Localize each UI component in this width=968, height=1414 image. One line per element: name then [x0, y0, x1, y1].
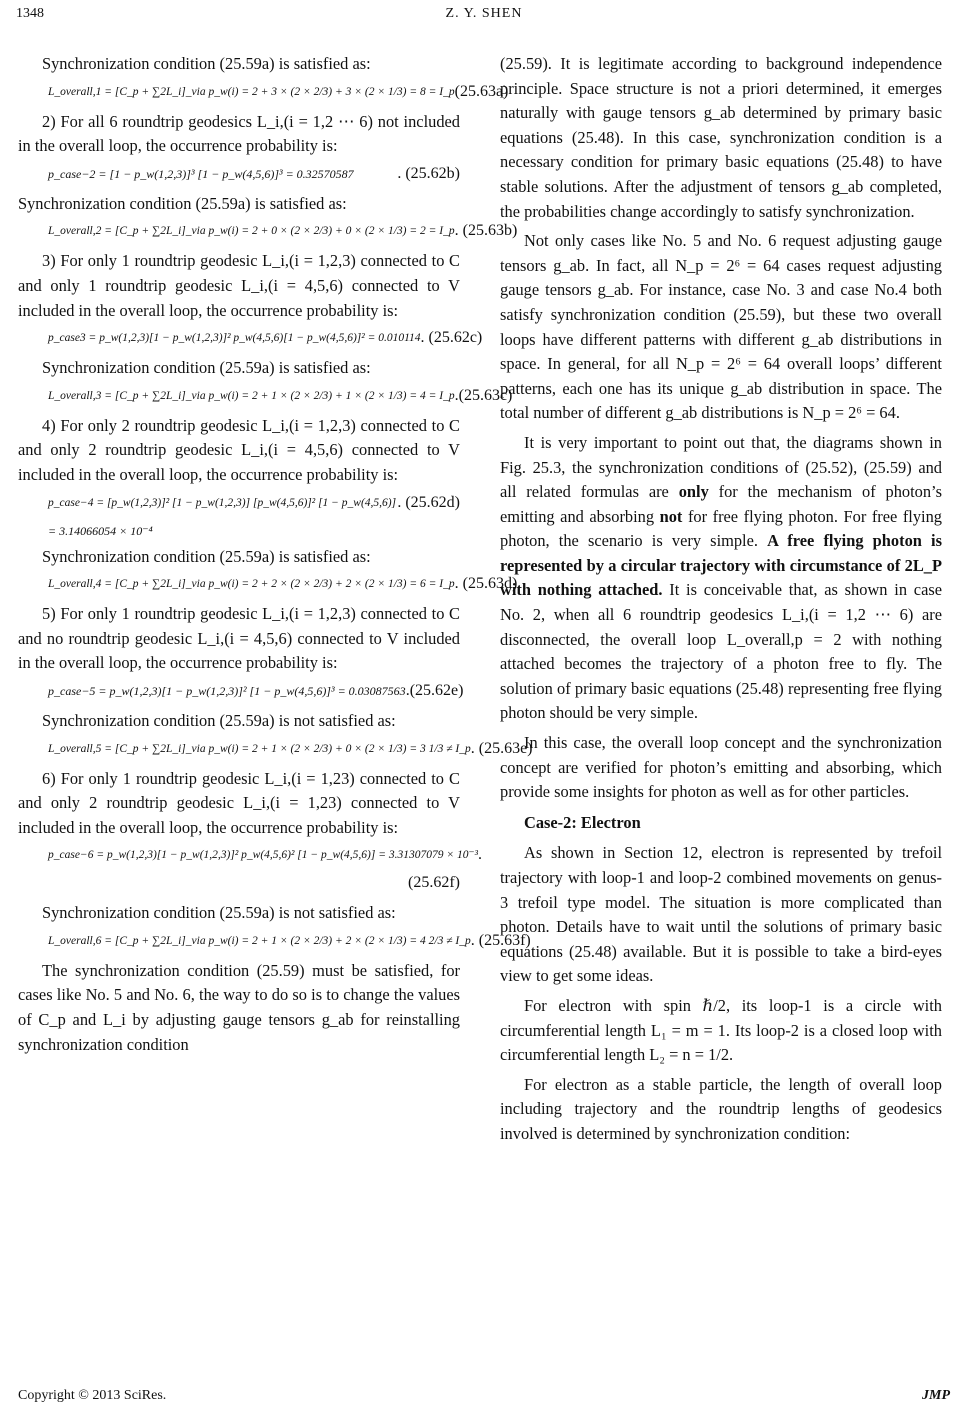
page-footer [18, 1388, 950, 1404]
paragraph: Synchronization condition (25.59a) is satisfied as: [42, 358, 371, 378]
paragraph: Synchronization condition (25.59a) is satisfied as: [42, 546, 371, 566]
paragraph: 2) For all 6 roundtrip geodesics L_i,(i = 1,2 ⋯ 6) not included in the overall loop, the occurrence probability is: [18, 111, 460, 156]
paragraph: For electron as a stable particle, the length of overall loop including trajectory and the roundtrip lengths of geodesics involved is determined by synchronization condition: [500, 1074, 942, 1143]
equation-number: . (25.63d) [454, 575, 518, 593]
paragraph [500, 431, 942, 726]
equation-25-63d [18, 574, 518, 594]
paragraph: 4) For only 2 roundtrip geodesic L_i,(i = 1,2,3) connected to C and only 2 roundtrip geodesic L_i,(i = 4,5,6) connected to V included in the overall loop, the occurrence probability is: [18, 415, 460, 484]
text-run: for the mechanism of photon’s emitting and absorbing [500, 482, 942, 526]
equation-expression: L_overall,4 = [C_p + ∑2L_i]_via p_w(i) = 2 + 2 × (2 × 2/3) + 2 × (2 × 1/3) = 6 = I_p [48, 578, 455, 591]
paragraph: As shown in Section 12, electron is represented by trefoil trajectory with loop-1 and loop-2 combined movements on genus-3 trefoil type model. The situation is more complicated than photon. Details have to wait until the solutions of primary basic equations (25.48) available. But it is possible to take a bird-eyes view to get some ideas. [500, 843, 942, 986]
paragraph: Synchronization condition (25.59a) is not satisfied as: [42, 710, 396, 730]
equation-25-63a [18, 82, 509, 102]
equation-expression: L_overall,1 = [C_p + ∑2L_i]_via p_w(i) = 2 + 3 × (2 × 2/3) + 3 × (2 × 1/3) = 8 = I_p [48, 85, 455, 98]
page-number: 1348 [16, 6, 44, 21]
paragraph: 5) For only 1 roundtrip geodesic L_i,(i = 1,2,3) connected to C and no roundtrip geodesic L_i,(i = 4,5,6) connected to V included in the overall loop, the occurrence probability is: [18, 604, 460, 673]
equation-25-62b [18, 164, 460, 184]
bold-text: not [659, 506, 683, 526]
paragraph: (25.59). It is legitimate according to background independence principle. Space structure is not a priori determined, it emerges naturally with gauge tensors g_ab determined by primary basic equations (25.48). In this case, synchronization condition is a necessary condition for primary basic equations (25.48) to have stable solutions. After the adjustment of tensors g_ab completed, the probabilities change accordingly to satisfy synchronization. [500, 54, 942, 221]
equation-expression: L_overall,6 = [C_p + ∑2L_i]_via p_w(i) = 2 + 1 × (2 × 2/3) + 2 × (2 × 1/3) = 4 2/3 ≠ I_p [48, 934, 471, 947]
paragraph: For electron with spin ℏ/2, its loop-1 is a circle with circumferential length L₁ = m = 1. Its loop-2 is a closed loop with circumferential length L₂ = n = 1/2. [500, 995, 942, 1065]
equation-number: . (25.62c) [420, 329, 483, 347]
equation-25-62f-number [18, 873, 460, 893]
paragraph: In this case, the overall loop concept and the synchronization concept are verified for photon’s emitting and absorbing, which provide some insights for photon as well as for other particles. [500, 733, 942, 802]
equation-25-62d [18, 493, 460, 513]
equation-number: . (25.63f) [470, 931, 531, 949]
equation-expression: p_case3 = p_w(1,2,3)[1 − p_w(1,2,3)]² p_w(4,5,6)[1 − p_w(4,5,6)]² = 0.010114 [48, 332, 421, 345]
equation-25-62d-value [18, 521, 460, 541]
equation-expression: L_overall,5 = [C_p + ∑2L_i]_via p_w(i) = 2 + 1 × (2 × 2/3) + 0 × (2 × 1/3) = 3 1/3 ≠ I_p [48, 742, 471, 755]
equation-number: .(25.63c) [454, 386, 513, 404]
section-heading: Case-2: Electron [524, 812, 641, 832]
equation-expression: L_overall,2 = [C_p + ∑2L_i]_via p_w(i) = 2 + 0 × (2 × 2/3) + 0 × (2 × 1/3) = 2 = I_p [48, 225, 455, 238]
text-run: for free flying photon. For free flying photon, the scenario is very simple. [500, 506, 943, 551]
equation-25-63b [18, 221, 518, 241]
equation-expression: p_case−4 = [p_w(1,2,3)]² [1 − p_w(1,2,3)] [p_w(4,5,6)]² [1 − p_w(4,5,6)] [48, 496, 397, 509]
equation-period: . [478, 846, 483, 864]
equation-number: . (25.62b) [397, 164, 460, 182]
text-run: It is conceivable that, as shown in case No. 2, when all 6 roundtrip geodesics L_i,(i = 1,2 ⋯ 6) are disconnected, the overall loop L_overall,p = 2 with nothing attached becomes the trajectory of a photon free to fly. The solution of primary basic equations (25.48) representing free flying photon should be very simple. [500, 580, 942, 723]
equation-number: . (25.63b) [454, 222, 518, 240]
equation-number: . (25.62d) [397, 493, 460, 511]
bold-text: A free flying photon is represented by a circular trajectory with circumstance of 2L_P with nothing attached. [500, 531, 942, 600]
paragraph: Not only cases like No. 5 and No. 6 request adjusting gauge tensors g_ab. In fact, all N_p = 2⁶ = 64 cases request adjusting gauge tensors g_ab. For instance, case No. 3 and case No.4 both satisfy synchronization condition (25.59), but these two overall loops have different patterns with different g_ab distributions in space. In general, for all N_p = 2⁶ = 64 overall loops’ different patterns, each one has its unique g_ab distribution in space. The total number of different g_ab distributions is N_p = 2⁶ = 64. [500, 231, 942, 423]
equation-number: (25.63a) [454, 82, 509, 100]
equation-expression: p_case−5 = p_w(1,2,3)[1 − p_w(1,2,3)]² [1 − p_w(4,5,6)]³ = 0.03087563 [48, 683, 406, 698]
journal-abbreviation: JMP [922, 1388, 950, 1403]
paragraph: 3) For only 1 roundtrip geodesic L_i,(i = 1,2,3) connected to C and only 1 roundtrip geodesic L_i,(i = 4,5,6) connected to V included in the overall loop, the occurrence probability is: [18, 251, 460, 320]
equation-25-62e [18, 681, 464, 701]
equation-number: (25.62f) [408, 874, 460, 892]
paragraph: The synchronization condition (25.59) must be satisfied, for cases like No. 5 and No. 6, the way to do so is to change the values of C_p and L_i by adjusting gauge tensors g_ab for reinstalling synchronization condition [18, 960, 460, 1054]
paragraph: Synchronization condition (25.59a) is not satisfied as: [42, 903, 396, 923]
copyright-notice: Copyright © 2013 SciRes. [18, 1388, 167, 1403]
equation-25-62f [18, 845, 483, 865]
text-run: It is very important to point out that, the diagrams shown in Fig. 25.3, the synchronization conditions of (25.52), (25.59) and all related formulas are [500, 432, 942, 502]
equation-number: . (25.63e) [470, 739, 533, 757]
left-column [18, 52, 533, 1062]
equation-25-63c [18, 386, 513, 406]
paragraph: 6) For only 1 roundtrip geodesic L_i,(i = 1,23) connected to C and only 2 roundtrip geodesic L_i,(i = 1,23) connected to V included in the overall loop, the occurrence probability is: [18, 768, 460, 837]
bold-text: only [678, 482, 709, 502]
equation-number: .(25.62e) [405, 681, 464, 699]
equation-expression: L_overall,3 = [C_p + ∑2L_i]_via p_w(i) = 2 + 1 × (2 × 2/3) + 1 × (2 × 1/3) = 4 = I_p [48, 389, 455, 402]
equation-25-63f [18, 931, 531, 951]
equation-expression: = 3.14066054 × 10⁻⁴ [48, 523, 153, 538]
right-column [500, 52, 942, 1152]
equation-expression: p_case−2 = [1 − p_w(1,2,3)]³ [1 − p_w(4,5,6)]³ = 0.32570587 [48, 166, 354, 181]
equation-expression: p_case−6 = p_w(1,2,3)[1 − p_w(1,2,3)]² p_w(4,5,6)² [1 − p_w(4,5,6)] = 3.31307079 × 10⁻³ [48, 849, 479, 862]
paragraph: Synchronization condition (25.59a) is satisfied as: [18, 193, 347, 213]
running-head: Z. Y. SHEN [445, 6, 523, 21]
paragraph: Synchronization condition (25.59a) is satisfied as: [42, 54, 371, 73]
equation-25-62c [18, 328, 483, 348]
equation-25-63e [18, 739, 533, 759]
